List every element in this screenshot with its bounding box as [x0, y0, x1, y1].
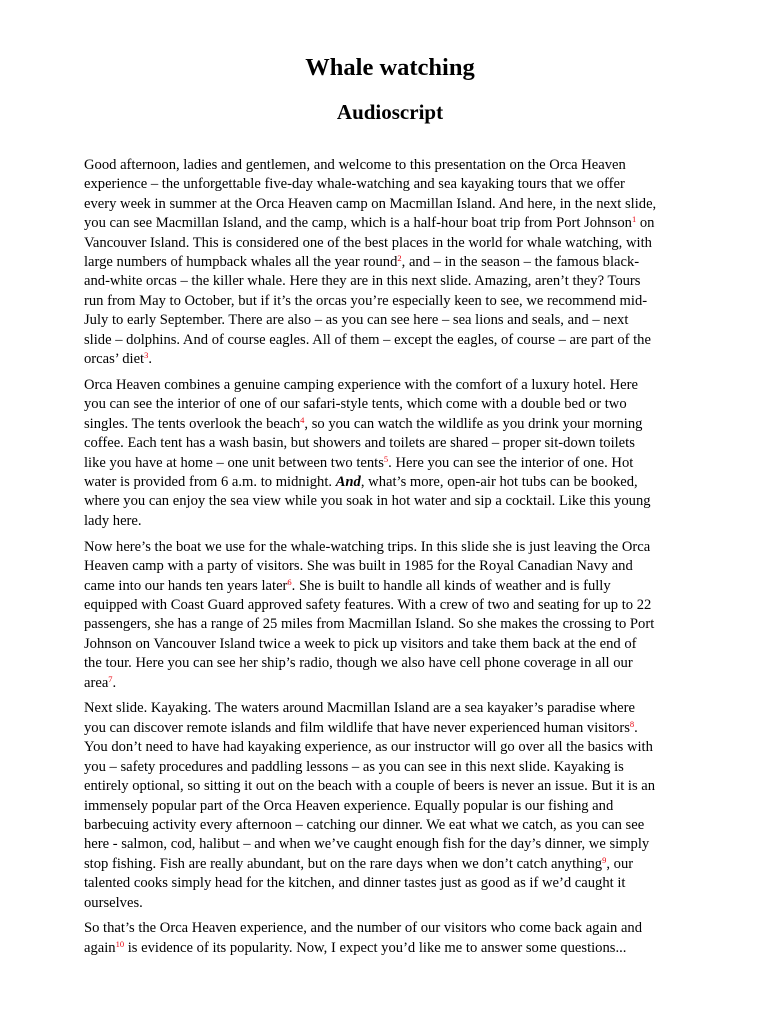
text-segment: water is provided from 6 a.m. to midnight. [84, 474, 336, 490]
text-segment: you can see Macmillan Island, and the camp, which is a half-hour boat trip from Port Johnson [84, 215, 632, 232]
text-line: July to early September. There are also – as you can see here – sea lions and seals, and – next [84, 312, 629, 329]
text-segment: , so you can watch the wildlife as you drink your morning [304, 415, 643, 432]
text-segment: . [148, 351, 153, 368]
footnote-marker: 2 [397, 253, 402, 264]
text-line: slide – dolphins. And of course eagles. All of them – except the eagles, of course – are part of the [84, 331, 651, 348]
text-line: Vancouver Island. This is considered one of the best places in the world for whale watching, with [84, 234, 652, 251]
footnote-marker: 8 [629, 718, 635, 729]
text-line: passengers, she has a range of 25 miles from Macmillan Island. So she makes the crossing to Port [84, 616, 655, 633]
text-line: You don’t need to have had kayaking experience, as our instructor will go over all the basics with [84, 739, 653, 756]
text-line [84, 856, 633, 872]
text-line [84, 416, 642, 432]
text-line: Good afternoon, ladies and gentlemen, and welcome to this presentation on the Orca Heaven [84, 157, 626, 173]
text-line [84, 254, 639, 270]
text-line: Heaven camp with a party of visitors. She was built in 1985 for the Royal Canadian Navy and [84, 558, 633, 575]
text-line [84, 474, 638, 490]
text-segment: . [112, 674, 117, 691]
text-line: Orca Heaven combines a genuine camping experience with the comfort of a luxury hotel. Here [84, 376, 638, 393]
paragraph-3 [84, 538, 690, 693]
text-line: coffee. Each tent has a wash basin, but showers and toilets are shared – proper sit-down toilets [84, 435, 635, 452]
footnote-marker: 1 [631, 214, 637, 225]
text-segment: orcas’ diet [84, 351, 145, 368]
footnote-marker: 10 [115, 938, 125, 949]
text-line [84, 351, 152, 367]
text-segment: is evidence of its popularity. Now, I expect you’d like me to answer some questions... [124, 939, 627, 956]
text-segment: , what’s more, open-air hot tubs can be booked, [360, 474, 638, 490]
paragraph-5 [84, 919, 690, 958]
text-segment: you can discover remote islands and film wildlife that have never experienced human visitors [84, 719, 630, 736]
emphasis-text: And [335, 474, 361, 490]
footnote-marker: 9 [602, 854, 607, 865]
text-line: So that’s the Orca Heaven experience, and the number of our visitors who come back again and [84, 920, 643, 937]
text-line: equipped with Coast Guard approved safety features. With a crew of two and seating for up to 22 [84, 596, 652, 613]
paragraph-2 [84, 376, 690, 531]
text-line: where you can enjoy the sea view while you soak in hot water and sip a cocktail. Like this young [84, 493, 651, 510]
text-line [84, 940, 626, 956]
text-segment: on [636, 215, 655, 232]
audioscript-body [84, 156, 690, 965]
text-line: lady here. [84, 512, 142, 529]
text-line: Now here’s the boat we use for the whale-watching trips. In this slide she is just leaving the Orca [84, 538, 651, 555]
text-line: run from May to October, but if it’s the orcas you’re especially keen to see, we recommend mid- [84, 292, 648, 309]
text-line [84, 675, 116, 691]
text-segment: like you have at home – one unit between two tents [84, 454, 384, 471]
text-line [84, 578, 611, 594]
footnote-marker: 6 [287, 576, 292, 587]
text-line: Johnson on Vancouver Island twice a week to pick up visitors and take them back at the end of [84, 635, 637, 652]
text-segment: came into our hands ten years later [84, 577, 288, 594]
text-segment: large numbers of humpback whales all the year round [84, 254, 398, 271]
text-line [84, 720, 638, 736]
text-line [84, 215, 654, 231]
text-segment: , and – in the season – the famous black- [401, 254, 640, 271]
text-line: immensely popular part of the Orca Heaven experience. Equally popular is our fishing and [84, 797, 614, 814]
text-line: Next slide. Kayaking. The waters around Macmillan Island are a sea kayaker’s paradise where [84, 700, 635, 717]
text-line: barbecuing activity every afternoon – catching our dinner. We eat what we catch, as you can see [84, 816, 645, 833]
text-line: experience – the unforgettable five-day whale-watching and sea kayaking tours that we offer [84, 176, 625, 193]
text-line: here - salmon, cod, halibut – and when we’ve caught enough fish for the day’s dinner, we simply [84, 836, 650, 853]
paragraph-1 [84, 156, 690, 369]
text-line: you can see the interior of one of our safari-style tents, which come with a double bed or two [84, 396, 627, 413]
text-segment: . Here you can see the interior of one. Hot [388, 454, 634, 471]
text-segment: area [84, 674, 109, 691]
text-line: the tour. Here you can see her ship’s radio, though we also have cell phone coverage in all our [84, 655, 633, 672]
footnote-marker: 7 [108, 673, 113, 684]
text-segment: . She is built to handle all kinds of weather and is fully [291, 577, 611, 594]
footnote-marker: 3 [144, 350, 149, 361]
text-line: ourselves. [84, 894, 143, 911]
text-segment: again [84, 939, 116, 956]
text-line [84, 455, 633, 471]
page-subtitle: Audioscript [336, 100, 444, 124]
text-segment: . [634, 719, 638, 736]
text-line: and-white orcas – the killer whale. Here they are in this next slide. Amazing, aren’t they? Tours [84, 273, 641, 290]
text-line: entirely optional, so sitting it out on the beach with a couple of beers is never an issue. But it is an [84, 778, 656, 795]
footnote-marker: 4 [300, 414, 305, 425]
text-segment: stop fishing. Fish are really abundant, but on the rare days when we don’t catch anything [84, 855, 603, 872]
text-line: you – safety procedures and paddling lessons – as you can see in this next slide. Kayaking is [84, 758, 624, 775]
paragraph-4 [84, 699, 690, 912]
footnote-marker: 5 [383, 453, 389, 464]
text-segment: singles. The tents overlook the beach [84, 415, 301, 432]
text-line: talented cooks simply head for the kitchen, and dinner tastes just as good as if we’d caught it [84, 875, 626, 892]
text-segment: , our [606, 855, 634, 872]
text-line: every week in summer at the Orca Heaven camp on Macmillan Island. And here, in the next slide, [84, 195, 657, 212]
page-title: Whale watching [305, 54, 475, 81]
